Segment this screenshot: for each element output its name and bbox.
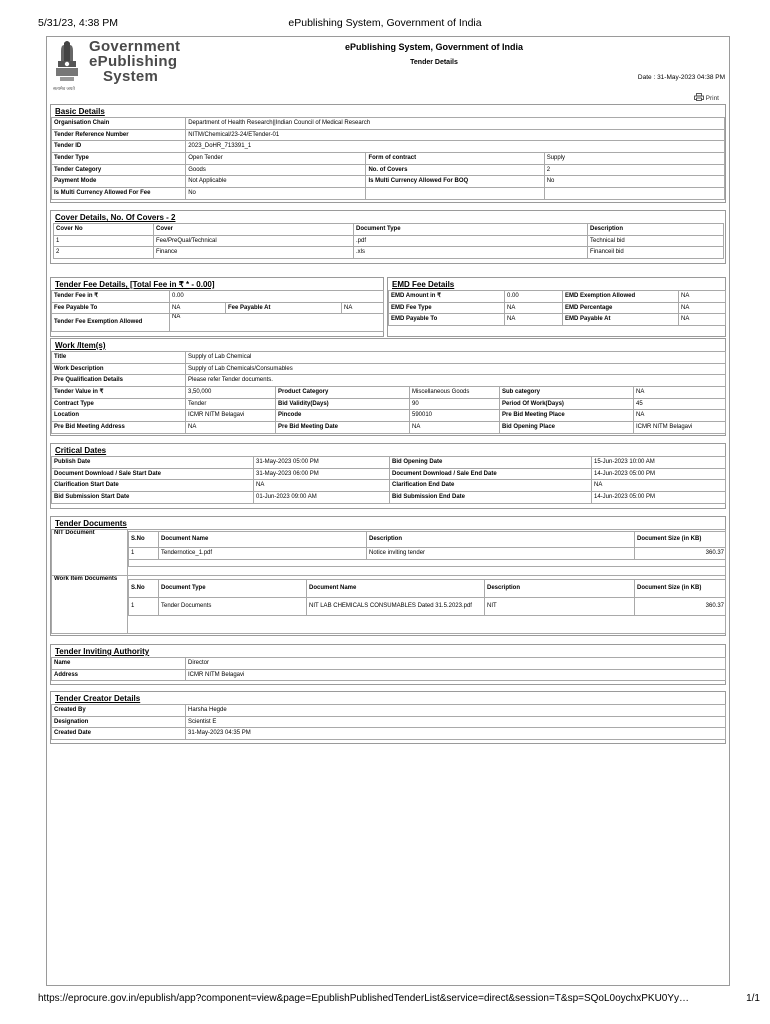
table-row	[52, 118, 725, 130]
field-label: Pre Bid Meeting Place	[500, 410, 634, 422]
section-title: Tender Fee Details, [Total Fee in ₹ * - 0.00]	[55, 280, 215, 289]
field-label: NIT Document	[52, 530, 128, 576]
print-button[interactable]	[694, 93, 719, 102]
emd-fee-section	[387, 277, 726, 337]
field-value: 15-Jun-2023 10:00 AM	[592, 457, 726, 469]
field-label: Address	[52, 669, 186, 681]
field-label: Document Name	[159, 532, 367, 548]
field-value: 1	[129, 598, 159, 616]
field-value: Tender	[186, 398, 276, 410]
field-label: Is Multi Currency Allowed For Fee	[52, 188, 186, 200]
field-label: EMD Percentage	[563, 302, 679, 314]
field-label: Tender Value in ₹	[52, 387, 186, 399]
section-title: Cover Details, No. Of Covers - 2	[55, 213, 176, 222]
field-value: .pdf	[354, 235, 588, 247]
work-item-documents-table	[128, 579, 726, 616]
table-row	[52, 705, 726, 717]
field-value: NA	[634, 410, 726, 422]
field-value: Supply of Lab Chemicals/Consumables	[186, 363, 726, 375]
basic-details-section	[50, 104, 726, 203]
field-label: Tender Fee in ₹	[52, 291, 170, 303]
table-row	[52, 363, 726, 375]
field-value: NA	[342, 302, 384, 314]
tender-documents-section	[50, 516, 726, 636]
field-label: Name	[52, 658, 186, 670]
field-value: NA	[170, 302, 226, 314]
field-label: Bid Opening Place	[500, 422, 634, 434]
field-value: NA	[170, 314, 384, 332]
table-row	[129, 559, 726, 566]
print-title: ePublishing System, Government of India	[288, 17, 482, 29]
field-label: Document Type	[354, 224, 588, 236]
creator-table	[51, 704, 726, 740]
field-value: Miscellaneous Goods	[410, 387, 500, 399]
field-value: Supply of Lab Chemical	[186, 352, 726, 364]
table-row	[54, 235, 724, 247]
field-value: Department of Health Research||Indian Council of Medical Research	[186, 118, 725, 130]
document-link[interactable]: NIT LAB CHEMICALS CONSUMABLES Dated 31.5.2023.pdf	[307, 598, 485, 616]
section-title: Work /Item(s)	[55, 341, 106, 350]
field-label: Created Date	[52, 728, 186, 740]
field-label: Clarification Start Date	[52, 480, 254, 492]
field-value: 31-May-2023 04:35 PM	[186, 728, 726, 740]
field-label: EMD Fee Type	[389, 302, 505, 314]
field-label: EMD Payable At	[563, 314, 679, 326]
field-label: Document Size (in KB)	[635, 580, 726, 598]
page-title: Tender Details	[410, 59, 458, 66]
field-value: 45	[634, 398, 726, 410]
table-row	[52, 291, 384, 303]
field-value: 360.37	[635, 548, 726, 560]
field-value: NITM/Chemical/23-24/ETender-01	[186, 129, 725, 141]
field-label: Bid Opening Date	[390, 457, 592, 469]
field-value: Not Applicable	[186, 176, 366, 188]
field-label: Work Item Documents	[52, 576, 128, 634]
table-row	[389, 302, 726, 314]
field-label: Clarification End Date	[390, 480, 592, 492]
table-row	[52, 129, 725, 141]
creator-details-section	[50, 691, 726, 744]
field-label: Pre Bid Meeting Address	[52, 422, 186, 434]
emd-table	[388, 290, 726, 326]
field-label: Document Download / Sale Start Date	[52, 468, 254, 480]
table-row	[52, 141, 725, 153]
field-value: Technical bid	[588, 235, 724, 247]
table-row	[389, 291, 726, 303]
field-label: Organisation Chain	[52, 118, 186, 130]
authority-table	[51, 657, 726, 681]
field-label: S.No	[129, 580, 159, 598]
system-title: ePublishing System, Government of India	[344, 42, 524, 52]
table-row	[54, 224, 724, 236]
print-label: Print	[705, 95, 719, 102]
documents-table	[51, 529, 726, 634]
field-value: Open Tender	[186, 153, 366, 165]
inviting-authority-section	[50, 644, 726, 685]
field-value: NA	[634, 387, 726, 399]
critical-dates-section	[50, 443, 726, 509]
work-items-table	[51, 351, 726, 434]
print-header	[0, 17, 770, 31]
field-label: Form of contract	[366, 153, 544, 165]
field-value: 1	[129, 548, 159, 560]
table-row	[52, 530, 726, 576]
section-title: Critical Dates	[55, 446, 107, 455]
field-value: 14-Jun-2023 05:00 PM	[592, 468, 726, 480]
field-value: 01-Jun-2023 09:00 AM	[254, 492, 390, 504]
tender-fee-section	[50, 277, 384, 337]
page-frame	[46, 36, 730, 986]
field-value: Notice inviting tender	[367, 548, 635, 560]
field-value: Supply	[544, 153, 724, 165]
emblem-caption: सत्यमेव जयते	[53, 86, 75, 91]
field-label: Created By	[52, 705, 186, 717]
field-value: Harsha Hegde	[186, 705, 726, 717]
field-label: Tender Type	[52, 153, 186, 165]
field-value: 0.00	[505, 291, 563, 303]
print-datetime: 5/31/23, 4:38 PM	[38, 17, 118, 29]
field-value: No	[544, 176, 724, 188]
cover-details-section	[50, 210, 726, 264]
field-label: Work Description	[52, 363, 186, 375]
field-label: Tender Category	[52, 164, 186, 176]
field-value: Tender Documents	[159, 598, 307, 616]
table-row	[52, 669, 726, 681]
field-value: NA	[679, 314, 726, 326]
field-value: NA	[592, 480, 726, 492]
field-value: 0.00	[170, 291, 384, 303]
field-value: 2	[544, 164, 724, 176]
field-value	[128, 530, 726, 576]
field-value: ICMR NITM Belagavi	[634, 422, 726, 434]
section-title: Tender Creator Details	[55, 694, 141, 703]
table-row	[52, 387, 726, 399]
field-value: 31-May-2023 05:00 PM	[254, 457, 390, 469]
table-row	[52, 352, 726, 364]
table-row	[52, 422, 726, 434]
field-value: NA	[254, 480, 390, 492]
field-value: NA	[186, 422, 276, 434]
critical-dates-table	[51, 456, 726, 504]
field-label: Document Type	[159, 580, 307, 598]
logo-wordmark: Government ePublishing System	[89, 38, 181, 85]
field-label: Document Download / Sale End Date	[390, 468, 592, 480]
table-row	[52, 164, 725, 176]
table-row	[129, 532, 726, 548]
cover-table	[53, 223, 724, 259]
field-value: ICMR NITM Belagavi	[186, 669, 726, 681]
field-value: NA	[410, 422, 500, 434]
table-row	[52, 492, 726, 504]
field-label: Payment Mode	[52, 176, 186, 188]
field-value: Fee/PreQual/Technical	[154, 235, 354, 247]
field-value: NIT	[485, 598, 635, 616]
basic-details-table	[51, 117, 725, 200]
field-label: Bid Submission Start Date	[52, 492, 254, 504]
table-row	[52, 188, 725, 200]
field-label: S.No	[129, 532, 159, 548]
field-label: Is Multi Currency Allowed For BOQ	[366, 176, 544, 188]
field-value: NA	[679, 291, 726, 303]
field-label: Period Of Work(Days)	[500, 398, 634, 410]
field-value: .xls	[354, 247, 588, 259]
field-value: No	[186, 188, 366, 200]
field-value: Financeil bid	[588, 247, 724, 259]
field-label: Fee Payable To	[52, 302, 170, 314]
field-value: 14-Jun-2023 05:00 PM	[592, 492, 726, 504]
field-label: Location	[52, 410, 186, 422]
field-value: ICMR NITM Belagavi	[186, 410, 276, 422]
page-url: https://eprocure.gov.in/epublish/app?component=view&page=EpublishPublishedTenderList&service=direct&session=T&sp=SQoL0oychxPKU0Yy…	[38, 993, 690, 1004]
report-date: Date : 31-May-2023 04:38 PM	[637, 74, 725, 81]
table-row	[52, 576, 726, 634]
field-label: Document Name	[307, 580, 485, 598]
table-row	[129, 598, 726, 616]
field-label: Product Category	[276, 387, 410, 399]
field-value	[129, 559, 726, 566]
field-label: Fee Payable At	[226, 302, 342, 314]
field-value: 2	[54, 247, 154, 259]
field-value: 1	[54, 235, 154, 247]
section-title: EMD Fee Details	[392, 280, 455, 289]
field-label: Bid Submission End Date	[390, 492, 592, 504]
table-row	[52, 176, 725, 188]
field-value: 90	[410, 398, 500, 410]
field-label: Designation	[52, 716, 186, 728]
field-label: Tender Fee Exemption Allowed	[52, 314, 170, 332]
table-row	[389, 314, 726, 326]
field-value: 590010	[410, 410, 500, 422]
field-value: NA	[679, 302, 726, 314]
table-row	[52, 302, 384, 314]
field-value: Please refer Tender documents.	[186, 375, 726, 387]
field-value: NA	[505, 302, 563, 314]
field-value: 2023_DoHR_713391_1	[186, 141, 725, 153]
section-title: Tender Inviting Authority	[55, 647, 150, 656]
work-items-section	[50, 338, 726, 436]
field-label: Pre Qualification Details	[52, 375, 186, 387]
field-value: Finance	[154, 247, 354, 259]
field-label: EMD Amount in ₹	[389, 291, 505, 303]
table-row	[52, 716, 726, 728]
field-label: Bid Validity(Days)	[276, 398, 410, 410]
table-row	[129, 580, 726, 598]
field-label: Description	[485, 580, 635, 598]
field-label: Description	[367, 532, 635, 548]
field-label: No. of Covers	[366, 164, 544, 176]
field-value	[366, 188, 544, 200]
field-label: EMD Exemption Allowed	[563, 291, 679, 303]
field-label: Publish Date	[52, 457, 254, 469]
field-label: Title	[52, 352, 186, 364]
table-row	[52, 480, 726, 492]
field-label: Tender Reference Number	[52, 129, 186, 141]
document-link[interactable]: Tendernotice_1.pdf	[159, 548, 367, 560]
field-label: Pincode	[276, 410, 410, 422]
field-value: Goods	[186, 164, 366, 176]
table-row	[52, 398, 726, 410]
field-label: Pre Bid Meeting Date	[276, 422, 410, 434]
field-label: Description	[588, 224, 724, 236]
table-row	[52, 153, 725, 165]
tender-fee-table	[51, 290, 384, 332]
field-value	[128, 576, 726, 634]
field-value: 3,50,000	[186, 387, 276, 399]
table-row	[129, 548, 726, 560]
field-label: EMD Payable To	[389, 314, 505, 326]
field-label: Cover No	[54, 224, 154, 236]
section-title: Basic Details	[55, 107, 105, 116]
table-row	[52, 375, 726, 387]
page-number: 1/1	[746, 993, 760, 1004]
printer-icon	[694, 93, 704, 101]
nit-documents-table	[128, 531, 726, 567]
table-row	[54, 247, 724, 259]
field-value: Scientist E	[186, 716, 726, 728]
table-row	[52, 314, 384, 332]
table-row	[52, 410, 726, 422]
field-value: 360.37	[635, 598, 726, 616]
table-row	[52, 728, 726, 740]
field-label: Document Size (in KB)	[635, 532, 726, 548]
section-title: Tender Documents	[55, 519, 127, 528]
field-label: Contract Type	[52, 398, 186, 410]
field-value: NA	[505, 314, 563, 326]
field-label: Cover	[154, 224, 354, 236]
table-row	[52, 457, 726, 469]
field-value: Director	[186, 658, 726, 670]
table-row	[52, 658, 726, 670]
field-value	[544, 188, 724, 200]
table-row	[52, 468, 726, 480]
field-label: Tender ID	[52, 141, 186, 153]
field-value: 31-May-2023 06:00 PM	[254, 468, 390, 480]
field-label: Sub category	[500, 387, 634, 399]
